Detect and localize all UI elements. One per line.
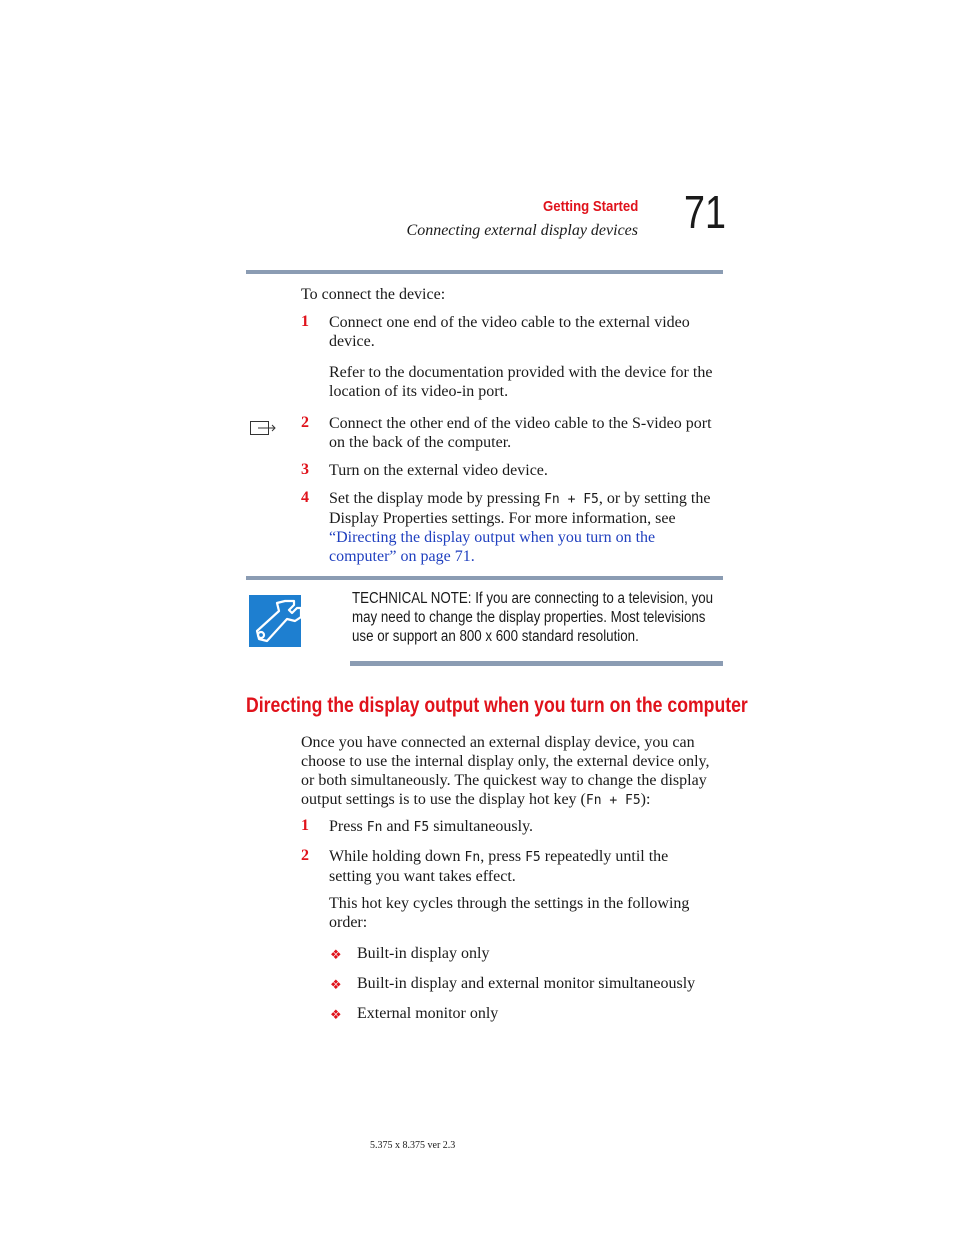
step-note: This hot key cycles through the settings in the following order: bbox=[329, 895, 690, 931]
bullet-item: Built-in display and external monitor simultaneously bbox=[357, 975, 696, 992]
cross-reference-link[interactable]: “Directing the display output when you turn on the computer” on page 71. bbox=[329, 529, 656, 565]
key-fn: Fn bbox=[544, 492, 560, 507]
note-bottom-rule bbox=[350, 661, 723, 666]
key-plus: + bbox=[559, 492, 584, 507]
section-title: Connecting external display devices bbox=[406, 222, 638, 239]
step-number: 2 bbox=[301, 847, 309, 864]
body-paragraph-text: Once you have connected an external display device, you can choose to use the internal display only, the external device only, or both simultaneously. The quickest way to change the display output settings is to use the display hot key ( bbox=[301, 734, 710, 808]
step-text bbox=[329, 817, 724, 837]
step-number: 4 bbox=[301, 489, 309, 506]
technical-note-text: If you are connecting to a television, you may need to change the display properties. Most televisions use or support an 800 x 600 standard resolution. bbox=[352, 590, 714, 645]
step-text-post: simultaneously. bbox=[429, 818, 534, 835]
step-text bbox=[329, 847, 699, 886]
step-number: 3 bbox=[301, 461, 309, 478]
step-number: 2 bbox=[301, 414, 309, 431]
step-text bbox=[329, 489, 724, 566]
bullet-item: Built-in display only bbox=[357, 945, 490, 962]
step-text-pre: Press bbox=[329, 818, 367, 835]
bullet-icon: ❖ bbox=[330, 1007, 342, 1022]
body-paragraph bbox=[301, 733, 725, 810]
technical-note-label: TECHNICAL NOTE: bbox=[352, 590, 472, 607]
step-note: Refer to the documentation provided with the device for the location of its video-in port. bbox=[329, 364, 713, 400]
key-fn: Fn bbox=[464, 850, 481, 865]
step-number: 1 bbox=[301, 313, 309, 330]
step-number: 1 bbox=[301, 817, 309, 834]
step-text: Turn on the external video device. bbox=[329, 462, 548, 479]
technical-note bbox=[352, 589, 722, 646]
step-text-post: , or by setting the Display Properties settings. For more information, see bbox=[329, 490, 711, 527]
step-text: Connect one end of the video cable to the external video device. bbox=[329, 314, 690, 350]
key-f5: F5 bbox=[625, 793, 641, 808]
wrench-icon bbox=[249, 595, 301, 652]
key-f5: F5 bbox=[413, 820, 430, 835]
page-footer: 5.375 x 8.375 ver 2.3 bbox=[370, 1140, 456, 1151]
step-text-mid: and bbox=[382, 818, 414, 835]
page-number: 71 bbox=[684, 186, 726, 238]
bullet-icon: ❖ bbox=[330, 977, 342, 992]
step-text-pre: Set the display mode by pressing bbox=[329, 490, 545, 507]
key-fn: Fn bbox=[585, 793, 602, 808]
key-fn: Fn bbox=[366, 820, 383, 835]
bullet-item: External monitor only bbox=[357, 1005, 499, 1022]
key-plus: + bbox=[601, 793, 626, 808]
step-text-post: repeatedly until the setting you want takes effect. bbox=[329, 848, 669, 885]
note-top-rule bbox=[246, 576, 723, 580]
key-f5: F5 bbox=[583, 492, 599, 507]
intro-text: To connect the device: bbox=[301, 286, 446, 303]
step-text: Connect the other end of the video cable to the S-video port on the back of the computer. bbox=[329, 415, 712, 451]
chapter-title: Getting Started bbox=[542, 198, 638, 215]
step-text-mid: , press bbox=[480, 848, 526, 865]
key-f5: F5 bbox=[525, 850, 541, 865]
step-text-pre: While holding down bbox=[329, 848, 465, 865]
section-heading: Directing the display output when you turn on the computer bbox=[246, 694, 748, 717]
header-rule bbox=[246, 270, 723, 274]
body-paragraph-end: ): bbox=[640, 791, 651, 808]
bullet-icon: ❖ bbox=[330, 947, 342, 962]
note-pointer-icon bbox=[249, 418, 277, 443]
